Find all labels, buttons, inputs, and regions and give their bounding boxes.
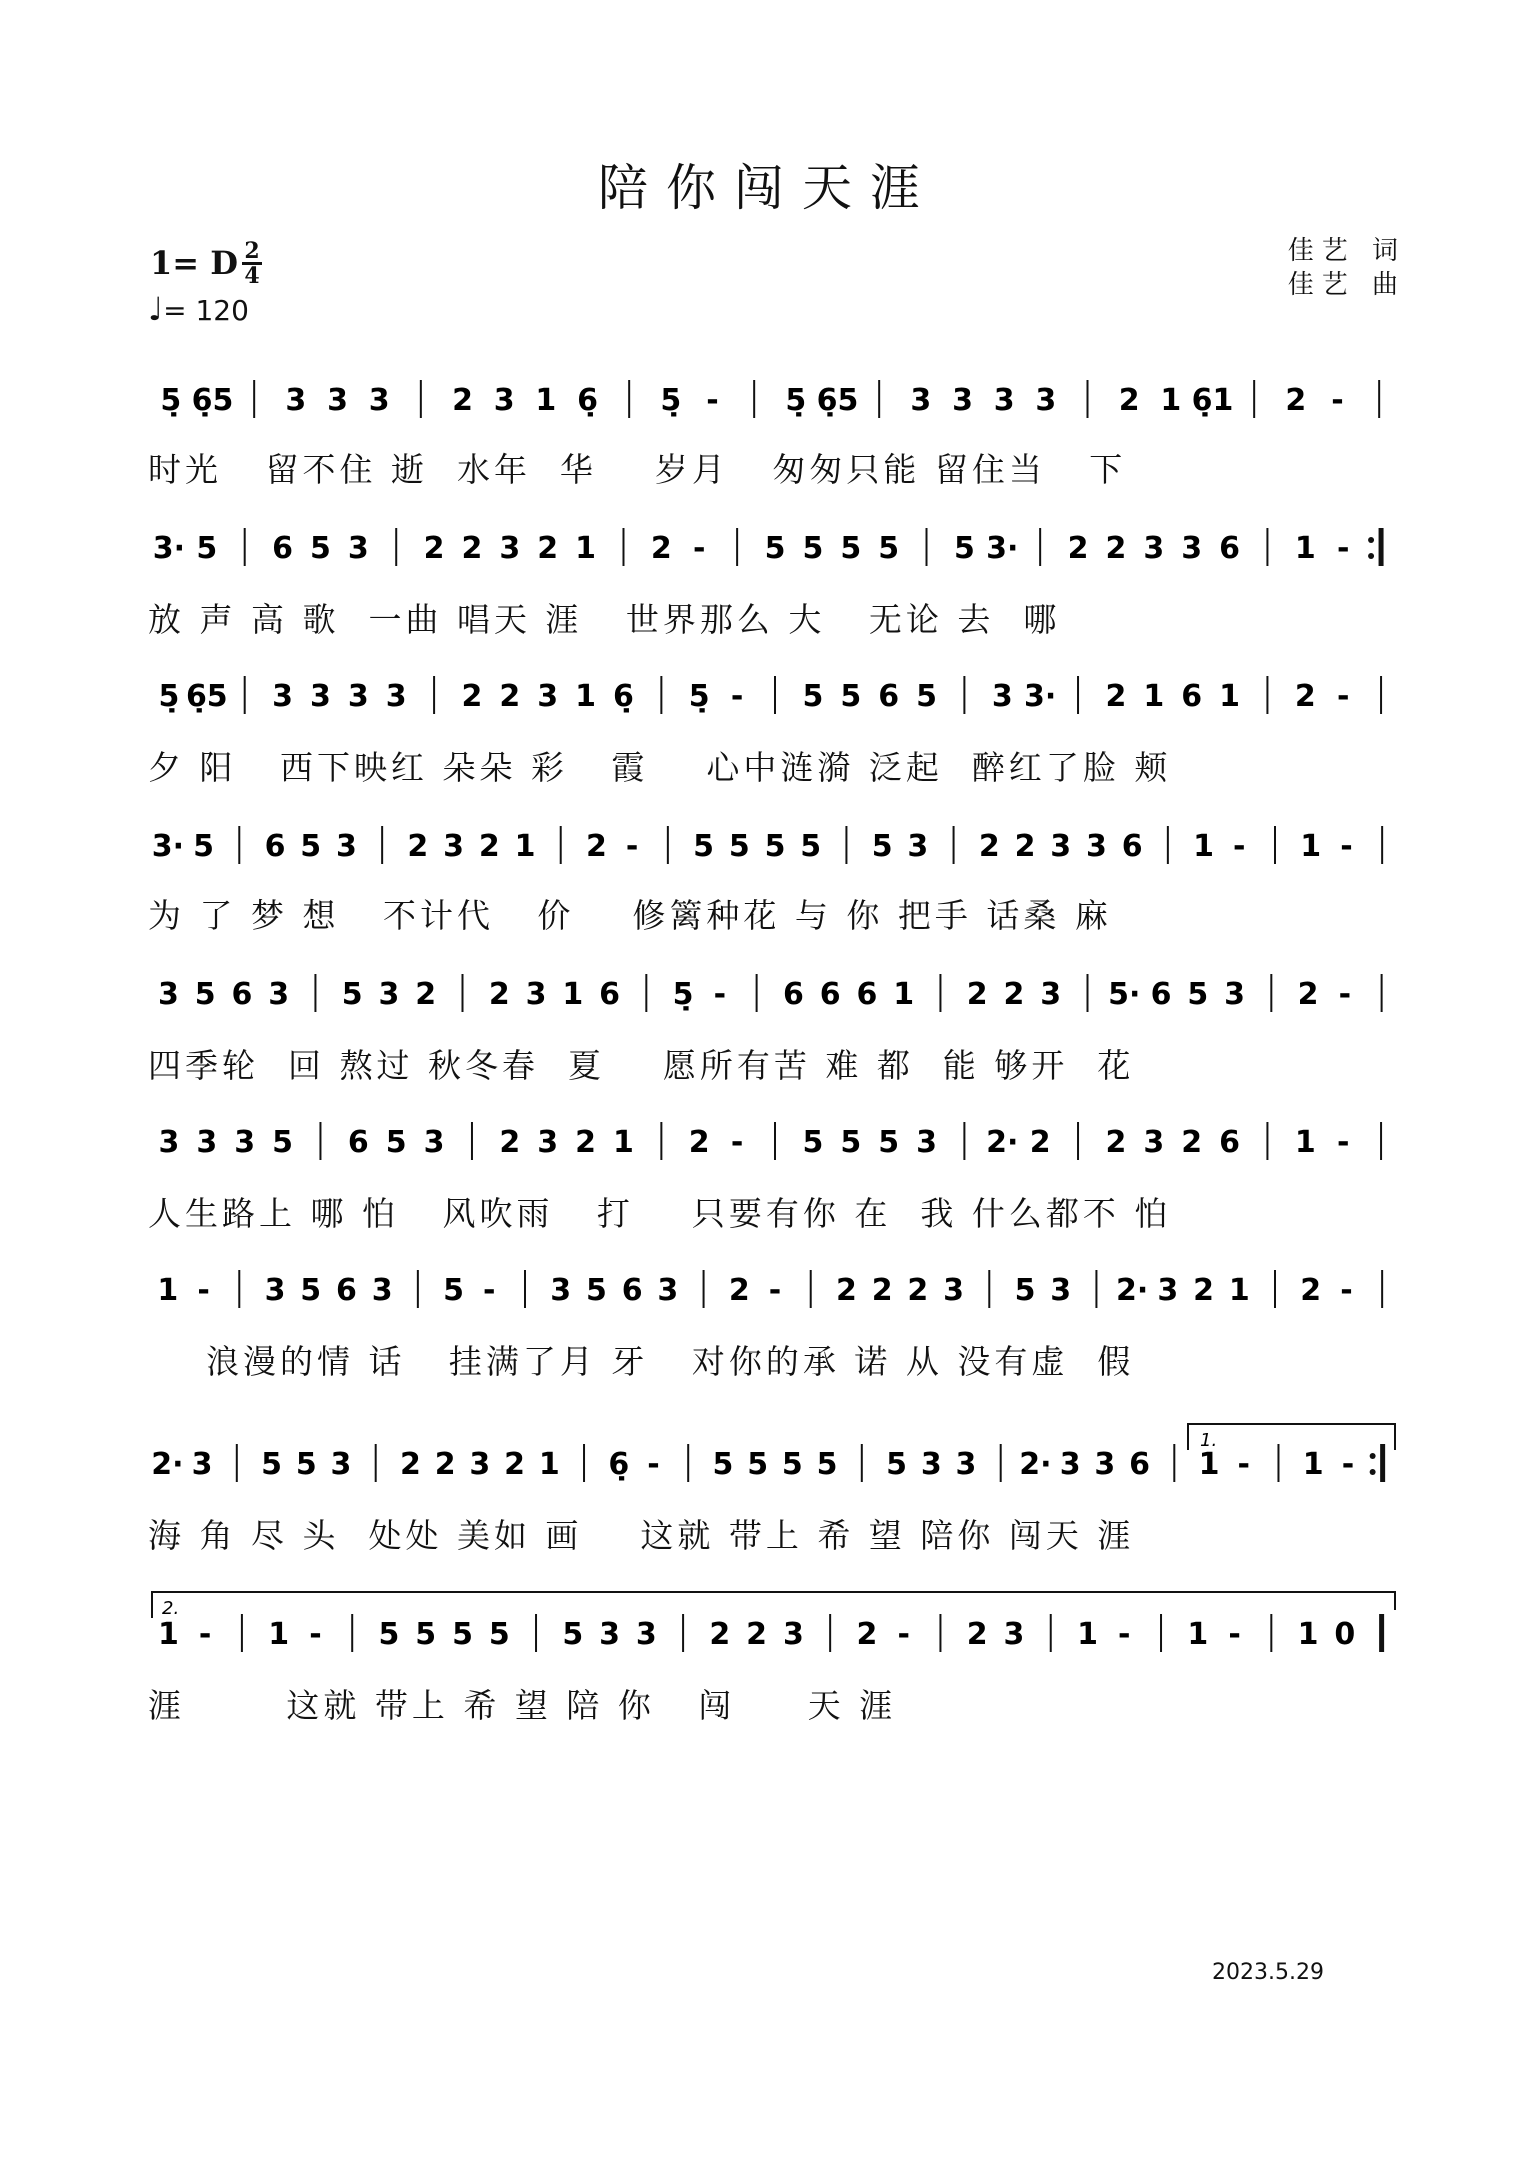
note: 3· — [1024, 679, 1057, 714]
note: - — [730, 679, 744, 714]
note: 1 — [1187, 1617, 1209, 1652]
note: 5 — [310, 531, 331, 566]
note: 5 — [196, 531, 218, 566]
note: - — [647, 1447, 660, 1482]
lyrics-line-8: 海 角 尽 头 处处 美如 画 这就 带上 希 望 陪你 闯天 涯 — [148, 1516, 1135, 1555]
tempo-marking: ♩= 120 — [148, 290, 249, 328]
note: 6 — [1181, 679, 1203, 714]
note: 3 — [1050, 829, 1072, 864]
note: 3 — [378, 977, 400, 1012]
note: 1 — [1160, 383, 1182, 418]
note: 5 — [802, 1125, 824, 1160]
note: 3 — [268, 977, 290, 1012]
note: - — [198, 1617, 212, 1652]
note: 3 — [264, 1273, 286, 1308]
note: 2 — [1003, 977, 1025, 1012]
repeat-dot — [1370, 1469, 1376, 1475]
note: 3 — [196, 1125, 218, 1160]
note: - — [768, 1273, 782, 1308]
note: - — [197, 1273, 210, 1308]
note: 3 — [157, 977, 179, 1012]
note: 5 — [1187, 977, 1209, 1012]
note: 5 — [194, 977, 216, 1012]
note: 3 — [469, 1447, 491, 1482]
note: 3 — [443, 829, 465, 864]
note: 1 — [1294, 1125, 1316, 1160]
lyrics-line-2: 放 声 高 歌 一曲 唱天 涯 世界那么 大 无论 去 哪 — [148, 600, 1061, 639]
note: 3 — [1143, 531, 1165, 566]
note: 2 — [499, 1125, 521, 1160]
note: 3 — [385, 679, 407, 714]
note: 1 — [575, 531, 597, 566]
note: - — [1340, 1273, 1353, 1308]
note: 2 — [423, 531, 445, 566]
note: 5 — [916, 679, 937, 714]
note: 6 — [231, 977, 253, 1012]
note: 5 — [261, 1447, 282, 1482]
note: - — [483, 1273, 496, 1308]
note: 2 — [871, 1273, 893, 1308]
note: 1 — [1077, 1617, 1098, 1652]
note: 5 — [840, 1125, 862, 1160]
note: 5 — [886, 1447, 907, 1482]
note: 3 — [907, 829, 929, 864]
note: 3 — [285, 383, 307, 418]
note: 5 — [764, 531, 786, 566]
quarter-note-icon: ♩ — [148, 290, 164, 328]
note: 3 — [991, 679, 1013, 714]
note: 5 — [840, 679, 862, 714]
note: 2 — [1181, 1125, 1203, 1160]
note: 3· — [986, 531, 1019, 566]
note: 2 — [452, 383, 473, 418]
note: 2 — [1105, 1125, 1127, 1160]
note: 1 — [1219, 679, 1240, 714]
note: 2 — [978, 829, 1000, 864]
note: 6 — [856, 977, 878, 1012]
note: 1 — [575, 679, 597, 714]
note: 3 — [330, 1447, 352, 1482]
note: 1 — [893, 977, 915, 1012]
note: 2 — [478, 829, 500, 864]
note: 2 — [434, 1447, 456, 1482]
note: 2 — [488, 977, 510, 1012]
note: 3 — [920, 1447, 942, 1482]
note: 2 — [537, 531, 559, 566]
note: 3 — [1085, 829, 1107, 864]
note: 2 — [1300, 1273, 1322, 1308]
note: 6 — [347, 1125, 369, 1160]
note: 3 — [234, 1125, 256, 1160]
note: 2 — [688, 1125, 710, 1160]
note: 3 — [537, 1125, 559, 1160]
note: 5 — [488, 1617, 510, 1652]
note: 5 — [712, 1447, 734, 1482]
note: 2 — [499, 679, 521, 714]
note: 3 — [952, 383, 973, 418]
note: - — [309, 1617, 322, 1652]
note: 3 — [1143, 1125, 1165, 1160]
note: 2 — [1118, 383, 1140, 418]
note: 2 — [650, 531, 672, 566]
note: 3 — [493, 383, 515, 418]
note: 6 — [1121, 829, 1143, 864]
note: 6̣5 — [191, 383, 234, 418]
note: 6 — [621, 1273, 643, 1308]
note: 2 — [907, 1273, 929, 1308]
note: 1 — [562, 977, 584, 1012]
note: 6̣5 — [185, 679, 228, 714]
note: - — [625, 829, 639, 864]
note: 3 — [1224, 977, 1245, 1012]
note: - — [1336, 531, 1350, 566]
note: 3 — [368, 383, 390, 418]
lyrics-line-4: 为 了 梦 想 不计代 价 修篱种花 与 你 把手 话桑 麻 — [148, 896, 1112, 935]
note: 2 — [575, 1125, 597, 1160]
note: - — [1338, 977, 1352, 1012]
note: 3 — [158, 1125, 180, 1160]
note: 1 — [613, 1125, 634, 1160]
note: 3 — [910, 383, 932, 418]
note: 6 — [878, 679, 900, 714]
note: 1 — [514, 829, 536, 864]
note: 5 — [585, 1273, 607, 1308]
note: - — [1118, 1617, 1131, 1652]
note: 2 — [1294, 679, 1316, 714]
note: 2 — [461, 531, 483, 566]
note: 3 — [347, 679, 369, 714]
note: 2 — [407, 829, 429, 864]
lyrics-line-5: 四季轮 回 熬过 秋冬春 夏 愿所有苦 难 都 能 够开 花 — [148, 1046, 1135, 1085]
note: - — [1237, 1447, 1250, 1482]
note: 2· — [986, 1125, 1019, 1160]
note: 6̣5 — [816, 383, 859, 418]
note: 1 — [538, 1447, 560, 1482]
note: 2 — [415, 977, 437, 1012]
note: - — [706, 383, 719, 418]
note: 2· — [1116, 1273, 1149, 1308]
note: 3 — [635, 1617, 657, 1652]
note: 3· — [151, 829, 184, 864]
volta-2-bracket — [152, 1592, 1395, 1618]
repeat-dot — [1368, 537, 1374, 543]
note: 3 — [327, 383, 348, 418]
note: 1 — [1143, 679, 1165, 714]
note: 5 — [341, 977, 363, 1012]
note: - — [730, 1125, 744, 1160]
note: - — [1341, 1447, 1355, 1482]
note: 1 — [268, 1617, 290, 1652]
note: 2 — [1297, 977, 1319, 1012]
note: 1 — [157, 1617, 179, 1652]
note: 2 — [746, 1617, 768, 1652]
note: 6 — [272, 531, 294, 566]
note: 3 — [1035, 383, 1057, 418]
note: - — [897, 1617, 910, 1652]
note: 5 — [693, 829, 715, 864]
note: 3 — [955, 1447, 977, 1482]
note: 5 — [300, 829, 322, 864]
repeat-dot — [1368, 553, 1374, 559]
note: - — [1336, 679, 1350, 714]
note: 5̣ — [160, 383, 182, 418]
note: - — [1336, 1125, 1350, 1160]
note: 3 — [1157, 1273, 1179, 1308]
note: 5 — [800, 829, 822, 864]
note: 3 — [1181, 531, 1203, 566]
note: - — [1233, 829, 1246, 864]
note: 3 — [1003, 1617, 1025, 1652]
note: 2 — [856, 1617, 878, 1652]
note: - — [1228, 1617, 1241, 1652]
note: 6 — [1150, 977, 1172, 1012]
note: 5· — [1108, 977, 1141, 1012]
note: 3 — [1094, 1447, 1116, 1482]
note: 5 — [562, 1617, 584, 1652]
note: 3· — [152, 531, 186, 566]
note: 2· — [1019, 1447, 1052, 1482]
note: 5 — [781, 1447, 803, 1482]
note: 3 — [423, 1125, 445, 1160]
note: 6̣1 — [1191, 383, 1234, 418]
volta-1-label: 1. — [1200, 1430, 1218, 1451]
note: 3 — [347, 531, 369, 566]
note: 3 — [782, 1617, 804, 1652]
note: 3 — [657, 1273, 679, 1308]
lyricist-credit: 佳艺 词 — [1287, 236, 1406, 266]
note: - — [713, 977, 727, 1012]
note: 2 — [728, 1273, 750, 1308]
note: 3 — [550, 1273, 572, 1308]
note: - — [1331, 383, 1344, 418]
note: 3 — [943, 1273, 965, 1308]
repeat-dot — [1370, 1453, 1376, 1459]
note: 5 — [300, 1273, 322, 1308]
note: 2 — [709, 1617, 731, 1652]
note: 5 — [802, 679, 824, 714]
note: 5 — [1014, 1273, 1036, 1308]
note: 6 — [599, 977, 620, 1012]
note: 3 — [1050, 1273, 1072, 1308]
lyrics-line-1: 时光 留不住 逝 水年 华 岁月 匆匆只能 留住当 下 — [148, 450, 1127, 489]
date-stamp: 2023.5.29 — [1212, 1960, 1324, 1985]
note: 3 — [499, 531, 521, 566]
note: 2 — [1067, 531, 1089, 566]
note: 5̣ — [660, 383, 682, 418]
note: 2 — [1029, 1125, 1051, 1160]
note: 1 — [1302, 1447, 1324, 1482]
note: 5 — [295, 1447, 317, 1482]
note: 5 — [385, 1125, 407, 1160]
note: 2 — [966, 1617, 988, 1652]
note: 2 — [966, 977, 988, 1012]
note: 3 — [371, 1273, 393, 1308]
time-signature: 2 4 — [242, 240, 262, 287]
note: 3 — [310, 679, 331, 714]
note: 2 — [461, 679, 483, 714]
note: 6 — [819, 977, 841, 1012]
note: 3 — [272, 679, 294, 714]
note: 1 — [1228, 1273, 1250, 1308]
note: 6 — [335, 1273, 357, 1308]
note: 5 — [378, 1617, 400, 1652]
note: 3 — [916, 1125, 937, 1160]
note: 5̣ — [158, 679, 180, 714]
note: 5 — [840, 531, 862, 566]
note: 2 — [585, 829, 607, 864]
note: 6̣ — [613, 679, 634, 714]
lyrics-line-7: 浪漫的情 话 挂满了月 牙 对你的承 诺 从 没有虚 假 — [148, 1342, 1135, 1381]
note: 5 — [443, 1273, 465, 1308]
note: 2 — [1105, 531, 1127, 566]
note: 2 — [399, 1447, 421, 1482]
note: 1 — [157, 1273, 179, 1308]
note: 3 — [1040, 977, 1062, 1012]
lyrics-line-3: 夕 阳 西下映红 朵朵 彩 霞 心中涟漪 泛起 醉红了脸 颊 — [148, 748, 1172, 787]
song-title: 陪你闯天涯 — [598, 159, 938, 217]
lyrics-line-6: 人生路上 哪 怕 风吹雨 打 只要有你 在 我 什么都不 怕 — [148, 1194, 1172, 1233]
note: 2· — [151, 1447, 184, 1482]
note: 3 — [1059, 1447, 1081, 1482]
note: 2 — [1285, 383, 1307, 418]
note: 5 — [953, 531, 975, 566]
composer-credit: 佳艺 曲 — [1287, 270, 1406, 300]
note: 5 — [747, 1447, 769, 1482]
lyrics-line-9: 涯 这就 带上 希 望 陪 你 闯 天 涯 — [148, 1686, 897, 1725]
note: 1 — [1193, 829, 1215, 864]
note: 3 — [191, 1447, 213, 1482]
note: 0 — [1334, 1617, 1356, 1652]
note: 5 — [802, 531, 824, 566]
note: 1 — [1294, 531, 1316, 566]
key-signature: 1= D — [150, 244, 238, 282]
note: 2 — [504, 1447, 526, 1482]
note: 5 — [871, 829, 893, 864]
note: 6̣ — [608, 1447, 630, 1482]
note: 5 — [272, 1125, 294, 1160]
note: 5 — [728, 829, 750, 864]
note: 5 — [193, 829, 215, 864]
note: 3 — [599, 1617, 620, 1652]
note: 5̣ — [688, 679, 710, 714]
note: 1 — [1300, 829, 1322, 864]
note: 1 — [1297, 1617, 1319, 1652]
note: 3 — [993, 383, 1015, 418]
note: 1 — [535, 383, 557, 418]
note: 2 — [835, 1273, 857, 1308]
note: 2 — [1105, 679, 1127, 714]
note: 3 — [335, 829, 357, 864]
note: 6 — [264, 829, 286, 864]
note: 6 — [1129, 1447, 1151, 1482]
note: 5̣ — [672, 977, 694, 1012]
note: 2 — [1193, 1273, 1215, 1308]
note: - — [693, 531, 706, 566]
note: 6̣ — [577, 383, 598, 418]
note: 5 — [878, 1125, 900, 1160]
note: 5 — [415, 1617, 437, 1652]
note: 3 — [525, 977, 547, 1012]
note: 2 — [1014, 829, 1036, 864]
note: 3 — [537, 679, 559, 714]
note: 6 — [782, 977, 804, 1012]
note: 6 — [1219, 531, 1240, 566]
volta-2-label: 2. — [162, 1598, 180, 1619]
note: 1 — [1198, 1447, 1220, 1482]
note: 5 — [452, 1617, 473, 1652]
note: 6 — [1219, 1125, 1240, 1160]
note: - — [1340, 829, 1353, 864]
note: 5 — [816, 1447, 838, 1482]
note: 5 — [878, 531, 900, 566]
note: 5̣ — [785, 383, 807, 418]
note: 5 — [764, 829, 786, 864]
